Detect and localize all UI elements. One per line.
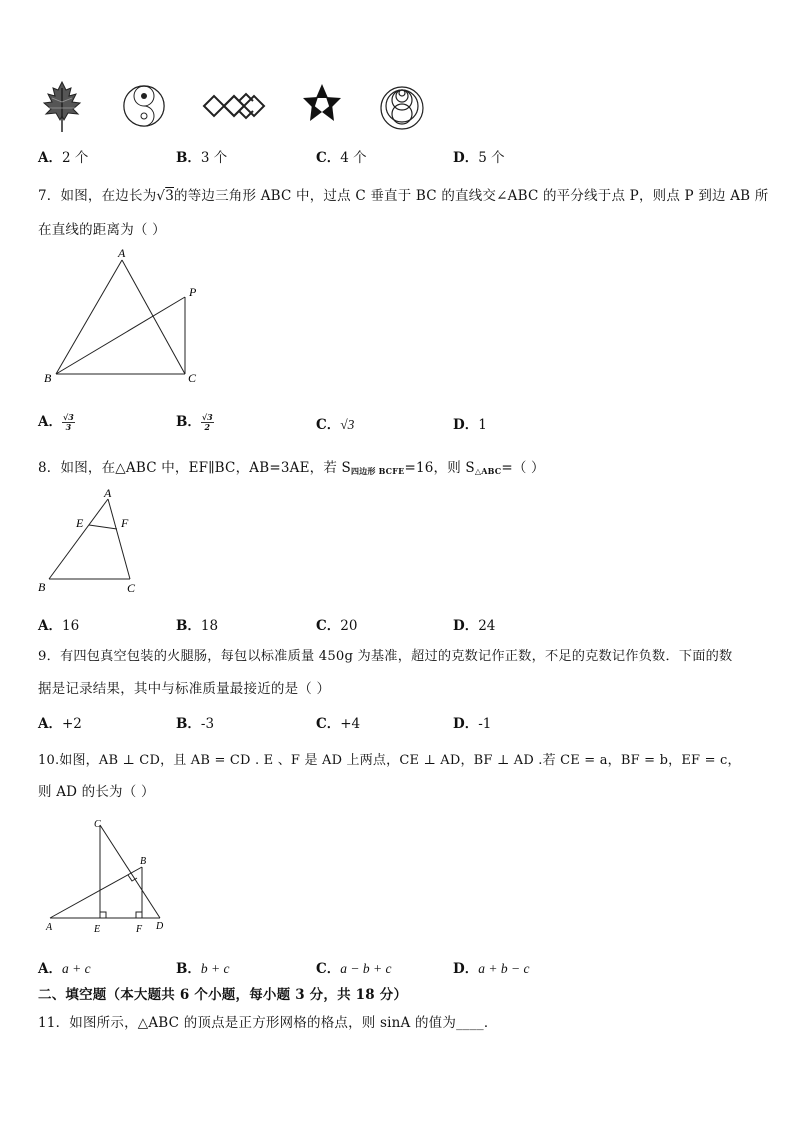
q10-option-b[interactable]: B．b + c bbox=[176, 961, 230, 977]
section-2-title: 二、填空题（本大题共 6 个小题，每小题 3 分，共 18 分） bbox=[38, 987, 408, 1003]
q7-stem-line2: 在直线的距离为（ ） bbox=[38, 222, 166, 238]
knot-icon bbox=[204, 94, 264, 118]
q9-option-d[interactable]: D．-1 bbox=[453, 716, 492, 732]
q8-option-d[interactable]: D．24 bbox=[453, 618, 496, 634]
q8-option-b[interactable]: B．18 bbox=[176, 618, 219, 634]
sqrt-symbol: √ bbox=[156, 188, 166, 204]
q6-option-b[interactable]: B．3 个 bbox=[176, 150, 228, 166]
q10-label-e: E bbox=[94, 924, 101, 935]
q7-label-c: C bbox=[188, 371, 197, 385]
q10-label-a: A bbox=[46, 922, 53, 933]
q6-option-a[interactable]: A．2 个 bbox=[38, 150, 89, 166]
q10-option-c[interactable]: C．a − b + c bbox=[316, 961, 392, 977]
q10-option-d[interactable]: D．a + b − c bbox=[453, 961, 530, 977]
q7-option-c[interactable]: C．√3 bbox=[316, 417, 355, 433]
q9-option-b[interactable]: B．-3 bbox=[176, 716, 215, 732]
q8-label-e: E bbox=[76, 516, 84, 530]
q8-stem: 8．如图，在△ABC 中，EF∥BC，AB=3AE，若 $S_{四边形 BCFE}=16$，则 $S_{\triangle ABC}=$（ ） bbox=[38, 460, 545, 476]
q8-option-a[interactable]: A．16 bbox=[38, 618, 80, 634]
q8-label-f: F bbox=[121, 516, 129, 530]
q10-stem-line1: 10.如图，AB ⊥ CD，且 AB = CD . E 、F 是 AD 上两点，CE ⊥ AD，BF ⊥ AD .若 CE = a，BF = b，EF = c， bbox=[38, 753, 741, 768]
q7-label-a: A bbox=[118, 246, 126, 260]
q8-label-a: A bbox=[104, 486, 112, 500]
q7-figure bbox=[36, 243, 216, 392]
q8-label-b: B bbox=[38, 580, 46, 594]
q8-option-c[interactable]: C．20 bbox=[316, 618, 358, 634]
q10-figure bbox=[40, 812, 175, 942]
q11-stem: 11．如图所示，△ABC 的顶点是正方形网格的格点，则 sinA 的值为____． bbox=[38, 1015, 498, 1031]
q9-stem-line1: 9．有四包真空包装的火腿肠，每包以标准质量 450g 为基准，超过的克数记作正数，不足的克数记作负数．下面的数 bbox=[38, 649, 733, 664]
q10-label-d: D bbox=[156, 921, 164, 932]
circles-icon bbox=[381, 87, 423, 129]
maple-leaf-icon bbox=[44, 82, 80, 132]
q7-stem-line1: 7．如图，在边长为√3的等边三角形 ABC 中，过点 C 垂直于 BC 的直线交∠ABC 的平分线于点 P，则点 P 到边 AB 所 bbox=[38, 188, 769, 204]
q9-stem-line2: 据是记录结果，其中与标准质量最接近的是（ ） bbox=[38, 681, 331, 697]
yin-yang-icon bbox=[124, 86, 164, 126]
q7-option-d[interactable]: D．1 bbox=[453, 417, 487, 433]
q6-option-c[interactable]: C．4 个 bbox=[316, 150, 367, 166]
q7-option-b[interactable]: B． $\frac{√3}{2}$ bbox=[176, 412, 213, 432]
q9-option-a[interactable]: A．+2 bbox=[38, 716, 82, 732]
q10-stem-line2: 则 AD 的长为（ ） bbox=[38, 784, 155, 800]
q6-option-d[interactable]: D．5 个 bbox=[453, 150, 505, 166]
q7-option-a[interactable]: A． $\frac{√3}{3}$ bbox=[38, 412, 74, 432]
symbols-strip bbox=[34, 76, 426, 134]
star-flower-icon bbox=[303, 84, 341, 121]
q10-option-a[interactable]: A．a + c bbox=[38, 961, 91, 977]
q7-label-p: P bbox=[189, 285, 197, 299]
q8-label-c: C bbox=[127, 581, 136, 595]
q7-label-b: B bbox=[44, 371, 52, 385]
q10-label-c: C bbox=[94, 819, 101, 830]
q10-label-b: B bbox=[140, 856, 147, 867]
q8-figure bbox=[36, 485, 146, 601]
q10-label-f: F bbox=[136, 924, 143, 935]
q9-option-c[interactable]: C．+4 bbox=[316, 716, 361, 732]
